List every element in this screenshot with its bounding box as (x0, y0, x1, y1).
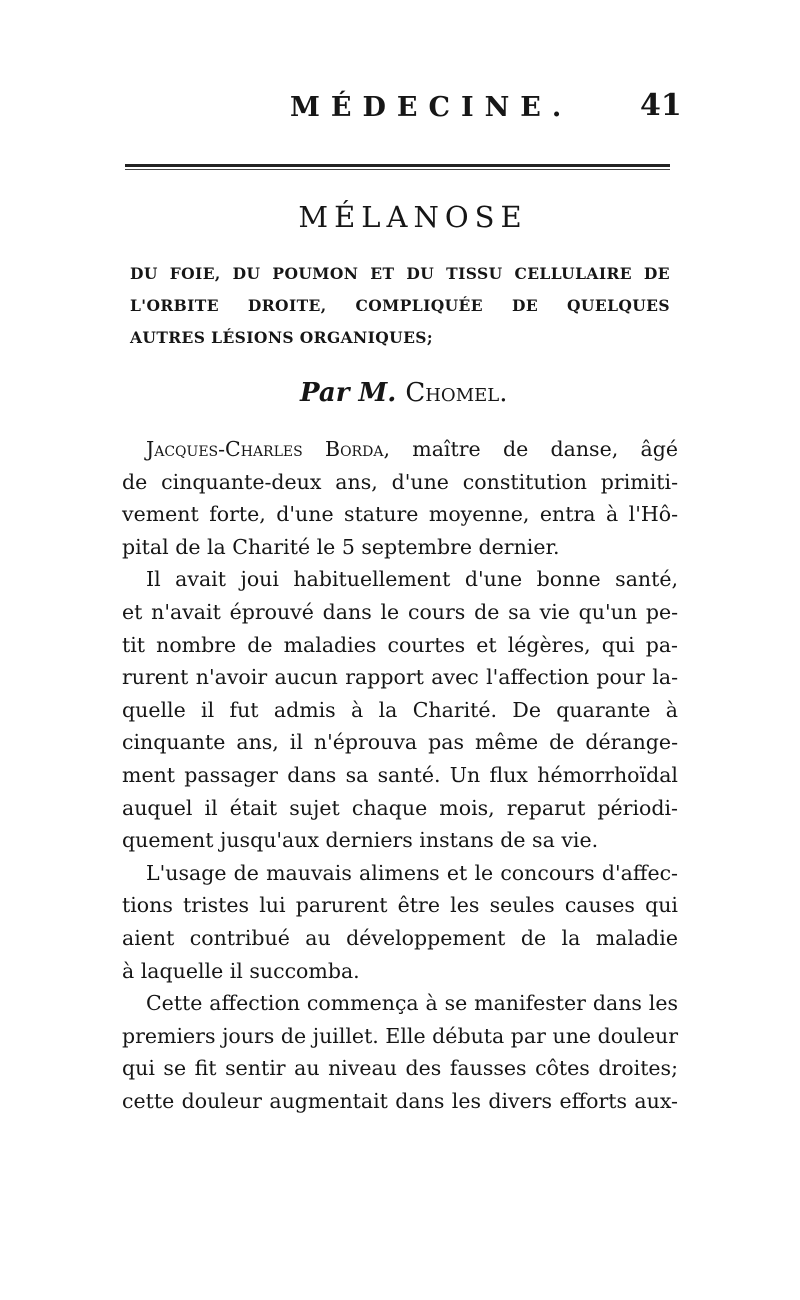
text-line: quelle il fut admis à la Charité. De quarante à (122, 697, 678, 722)
article-subtitle (130, 258, 670, 354)
text-line: à laquelle il succomba. (122, 958, 360, 983)
text-line: quement jusqu'aux derniers instans de sa vie. (122, 828, 599, 853)
text-line: et n'avait éprouvé dans le cours de sa vie qu'un pe- (122, 599, 678, 624)
text-line: tit nombre de maladies courtes et légères, qui pa- (122, 632, 678, 657)
byline (300, 378, 507, 408)
text-line: rurent n'avoir aucun rapport avec l'affection pour la- (122, 665, 678, 690)
subtitle-line: AUTRES LÉSIONS ORGANIQUES; (130, 328, 433, 347)
text-line: Jacques-Charles Borda, maître de danse, âgé (146, 437, 678, 461)
text-line: qui se fit sentir au niveau des fausses côtes droites; (122, 1056, 678, 1081)
text-line: Cette affection commença à se manifester dans les (146, 991, 678, 1016)
text-line: pital de la Charité le 5 septembre dernier. (122, 534, 560, 559)
text-line: vement forte, d'une stature moyenne, entra à l'Hô- (122, 502, 678, 527)
text-line: tions tristes lui parurent être les seules causes qui (122, 893, 678, 918)
text-line: Il avait joui habituellement d'une bonne santé, (146, 567, 678, 592)
text-line: premiers jours de juillet. Elle débuta par une douleur (122, 1023, 678, 1048)
page-number: 41 (640, 88, 682, 123)
article-title: MÉLANOSE (298, 200, 528, 234)
byline-prefix: Par M. (300, 378, 397, 408)
text-line: aient contribué au développement de la maladie (122, 925, 678, 950)
text-line: ment passager dans sa santé. Un flux hémorrhoïdal (122, 762, 678, 787)
subtitle-line: L'ORBITE DROITE, COMPLIQUÉE DE QUELQUES (130, 296, 670, 315)
header-rule (125, 164, 670, 167)
subtitle-line: DU FOIE, DU POUMON ET DU TISSU CELLULAIRE DE (130, 264, 670, 283)
text-line: cinquante ans, il n'éprouva pas même de dérange- (122, 730, 678, 755)
text-line: L'usage de mauvais alimens et le concours d'affec- (146, 860, 678, 885)
body-text (122, 433, 678, 1117)
byline-author: Chomel. (405, 378, 508, 408)
text-line: auquel il était sujet chaque mois, reparut périodi- (122, 795, 678, 820)
patient-name: Jacques-Charles Borda (146, 437, 384, 461)
running-title: MÉDECINE. (290, 92, 573, 123)
text-line: de cinquante-deux ans, d'une constitution primiti- (122, 469, 678, 494)
text-line: cette douleur augmentait dans les divers efforts aux- (122, 1088, 678, 1113)
